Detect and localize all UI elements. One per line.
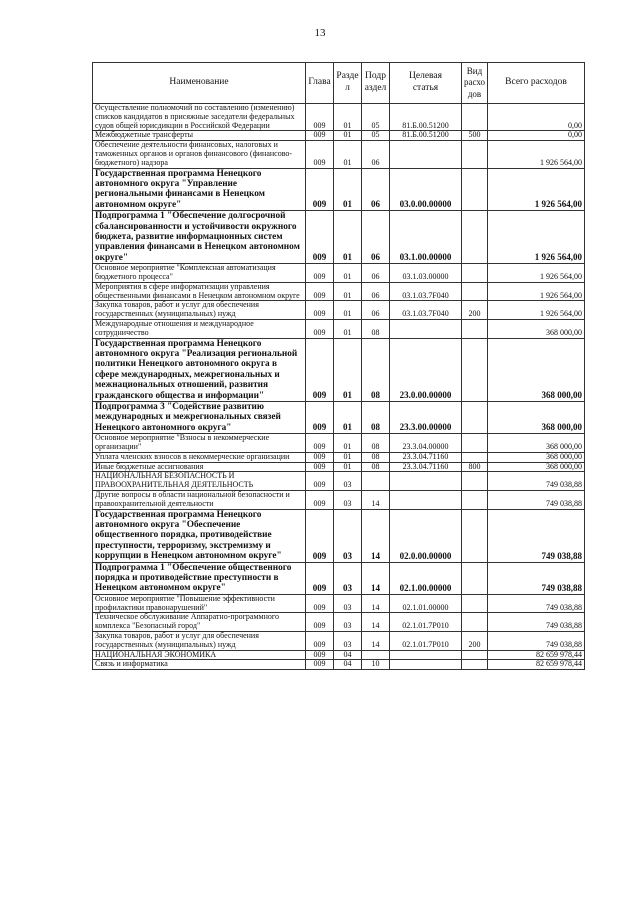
cell-target xyxy=(390,320,462,339)
cell-target xyxy=(390,491,462,510)
cell-total: 368 000,00 xyxy=(488,402,585,434)
table-row xyxy=(93,613,585,632)
cell-podrazdel: 08 xyxy=(362,452,390,462)
cell-vid xyxy=(462,650,488,660)
cell-razdel: 01 xyxy=(334,131,362,141)
cell-vid xyxy=(462,434,488,453)
cell-podrazdel: 14 xyxy=(362,509,390,562)
cell-glava: 009 xyxy=(306,632,334,651)
header-glava: Глава xyxy=(306,63,334,104)
cell-podrazdel: 14 xyxy=(362,632,390,651)
cell-podrazdel: 06 xyxy=(362,141,390,168)
cell-total: 1 926 564,00 xyxy=(488,141,585,168)
cell-razdel: 01 xyxy=(334,141,362,168)
cell-target: 23.3.00.00000 xyxy=(390,402,462,434)
cell-target: 03.1.03.7F040 xyxy=(390,301,462,320)
table-row xyxy=(93,509,585,562)
cell-glava: 009 xyxy=(306,660,334,670)
header-podrazdel: Подр аздел xyxy=(362,63,390,104)
cell-razdel: 03 xyxy=(334,472,362,491)
cell-podrazdel: 06 xyxy=(362,211,390,264)
cell-target xyxy=(390,650,462,660)
cell-target: 23.3.04.71160 xyxy=(390,462,462,472)
cell-target: 81.Б.00.51200 xyxy=(390,131,462,141)
table-row xyxy=(93,402,585,434)
cell-total: 368 000,00 xyxy=(488,434,585,453)
cell-vid xyxy=(462,338,488,401)
table-row xyxy=(93,594,585,613)
cell-vid xyxy=(462,509,488,562)
table-row xyxy=(93,141,585,168)
cell-podrazdel: 06 xyxy=(362,264,390,283)
cell-name: Государственная программа Ненецкого автономного округа "Управление региональными финансами в Ненецком автономном округе" xyxy=(93,168,306,211)
cell-razdel: 01 xyxy=(334,282,362,301)
cell-vid xyxy=(462,660,488,670)
cell-total: 368 000,00 xyxy=(488,452,585,462)
cell-name: Основное мероприятие "Повышение эффективности профилактики правонарушений" xyxy=(93,594,306,613)
cell-razdel: 03 xyxy=(334,509,362,562)
budget-table xyxy=(92,62,585,670)
cell-glava: 009 xyxy=(306,452,334,462)
cell-target: 02.1.01.7P010 xyxy=(390,613,462,632)
cell-name: Обеспечение деятельности финансовых, налоговых и таможенных органов и органов финансового (финансово-бюджетного) надзора xyxy=(93,141,306,168)
cell-target: 81.Б.00.51200 xyxy=(390,104,462,131)
cell-glava: 009 xyxy=(306,338,334,401)
cell-name: Другие вопросы в области национальной безопасности и правоохранительной деятельности xyxy=(93,491,306,510)
cell-total: 1 926 564,00 xyxy=(488,282,585,301)
cell-vid xyxy=(462,452,488,462)
cell-target: 03.1.03.00000 xyxy=(390,264,462,283)
cell-glava: 009 xyxy=(306,301,334,320)
cell-podrazdel: 06 xyxy=(362,301,390,320)
cell-vid: 200 xyxy=(462,301,488,320)
cell-glava: 009 xyxy=(306,462,334,472)
cell-razdel: 01 xyxy=(334,211,362,264)
table-row xyxy=(93,320,585,339)
cell-glava: 009 xyxy=(306,264,334,283)
cell-vid: 200 xyxy=(462,632,488,651)
cell-glava: 009 xyxy=(306,104,334,131)
cell-name: Основное мероприятие "Комплексная автоматизация бюджетного процесса" xyxy=(93,264,306,283)
cell-name: Иные бюджетные ассигнования xyxy=(93,462,306,472)
cell-razdel: 03 xyxy=(334,562,362,594)
cell-name: Техническое обслуживание Аппаратно-программного комплекса "Безопасный город" xyxy=(93,613,306,632)
cell-name: Закупка товаров, работ и услуг для обеспечения государственных (муниципальных) нужд xyxy=(93,632,306,651)
cell-name: Государственная программа Ненецкого автономного округа "Обеспечение общественного порядка, противодействие преступности, терроризму, экстремизму и коррупции в Ненецком автономном округе" xyxy=(93,509,306,562)
table-row xyxy=(93,338,585,401)
cell-total: 749 038,88 xyxy=(488,509,585,562)
cell-total: 749 038,88 xyxy=(488,613,585,632)
table-row xyxy=(93,104,585,131)
cell-target: 02.0.00.00000 xyxy=(390,509,462,562)
cell-total: 1 926 564,00 xyxy=(488,301,585,320)
cell-total: 0,00 xyxy=(488,104,585,131)
cell-razdel: 01 xyxy=(334,402,362,434)
cell-target: 03.1.03.7F040 xyxy=(390,282,462,301)
cell-total: 1 926 564,00 xyxy=(488,264,585,283)
cell-vid xyxy=(462,320,488,339)
cell-podrazdel: 08 xyxy=(362,402,390,434)
cell-razdel: 04 xyxy=(334,650,362,660)
cell-total: 1 926 564,00 xyxy=(488,211,585,264)
cell-vid: 500 xyxy=(462,131,488,141)
table-row xyxy=(93,632,585,651)
table-row xyxy=(93,282,585,301)
cell-razdel: 01 xyxy=(334,104,362,131)
cell-razdel: 01 xyxy=(334,320,362,339)
cell-target: 02.1.01.7P010 xyxy=(390,632,462,651)
cell-glava: 009 xyxy=(306,650,334,660)
header-target: Целевая статья xyxy=(390,63,462,104)
header-name: Наименование xyxy=(93,63,306,104)
cell-total: 368 000,00 xyxy=(488,338,585,401)
cell-total: 82 659 978,44 xyxy=(488,650,585,660)
table-row xyxy=(93,452,585,462)
cell-name: Уплата членских взносов в некоммерческие организации xyxy=(93,452,306,462)
cell-name: Государственная программа Ненецкого автономного округа "Реализация региональной политики Ненецкого автономного округа в сфере международных, межрегиональных и межнациональных отношений, развития гражданского общества и информации" xyxy=(93,338,306,401)
cell-podrazdel: 06 xyxy=(362,282,390,301)
cell-target xyxy=(390,141,462,168)
table-row xyxy=(93,168,585,211)
cell-total: 0,00 xyxy=(488,131,585,141)
cell-total: 749 038,88 xyxy=(488,491,585,510)
cell-target: 03.1.00.00000 xyxy=(390,211,462,264)
cell-podrazdel: 14 xyxy=(362,562,390,594)
cell-glava: 009 xyxy=(306,282,334,301)
cell-target: 23.3.04.00000 xyxy=(390,434,462,453)
cell-razdel: 01 xyxy=(334,168,362,211)
cell-vid xyxy=(462,141,488,168)
cell-razdel: 03 xyxy=(334,613,362,632)
table-row xyxy=(93,562,585,594)
cell-glava: 009 xyxy=(306,434,334,453)
cell-glava: 009 xyxy=(306,168,334,211)
cell-podrazdel: 08 xyxy=(362,462,390,472)
cell-glava: 009 xyxy=(306,491,334,510)
cell-total: 749 038,88 xyxy=(488,632,585,651)
table-header-row xyxy=(93,63,585,104)
cell-glava: 009 xyxy=(306,613,334,632)
cell-podrazdel: 05 xyxy=(362,131,390,141)
table-row xyxy=(93,301,585,320)
cell-razdel: 01 xyxy=(334,462,362,472)
cell-glava: 009 xyxy=(306,562,334,594)
cell-vid xyxy=(462,562,488,594)
cell-podrazdel: 08 xyxy=(362,434,390,453)
cell-target: 23.0.00.00000 xyxy=(390,338,462,401)
page-number: 13 xyxy=(314,27,326,39)
cell-total: 368 000,00 xyxy=(488,320,585,339)
cell-podrazdel xyxy=(362,472,390,491)
cell-glava: 009 xyxy=(306,509,334,562)
cell-vid xyxy=(462,613,488,632)
cell-glava: 009 xyxy=(306,141,334,168)
cell-razdel: 03 xyxy=(334,594,362,613)
header-razdel: Разде л xyxy=(334,63,362,104)
cell-target xyxy=(390,660,462,670)
cell-podrazdel: 10 xyxy=(362,660,390,670)
cell-podrazdel: 14 xyxy=(362,491,390,510)
cell-podrazdel: 14 xyxy=(362,613,390,632)
cell-vid xyxy=(462,491,488,510)
cell-vid xyxy=(462,104,488,131)
cell-name: Осуществление полномочий по составлению (изменению) списков кандидатов в присяжные заседатели федеральных судов общей юрисдикции в Российской Федерации xyxy=(93,104,306,131)
cell-vid xyxy=(462,211,488,264)
table-row xyxy=(93,211,585,264)
table-row xyxy=(93,434,585,453)
cell-podrazdel: 05 xyxy=(362,104,390,131)
cell-name: Связь и информатика xyxy=(93,660,306,670)
cell-glava: 009 xyxy=(306,402,334,434)
cell-glava: 009 xyxy=(306,472,334,491)
cell-razdel: 04 xyxy=(334,660,362,670)
cell-total: 749 038,88 xyxy=(488,472,585,491)
cell-target: 02.1.01.00000 xyxy=(390,594,462,613)
cell-vid xyxy=(462,472,488,491)
header-total: Всего расходов xyxy=(488,63,585,104)
cell-name: Основное мероприятие "Взносы в некоммерческие организации" xyxy=(93,434,306,453)
cell-vid xyxy=(462,402,488,434)
cell-razdel: 01 xyxy=(334,434,362,453)
table-row xyxy=(93,660,585,670)
cell-name: НАЦИОНАЛЬНАЯ БЕЗОПАСНОСТЬ И ПРАВООХРАНИТЕЛЬНАЯ ДЕЯТЕЛЬНОСТЬ xyxy=(93,472,306,491)
table-row xyxy=(93,472,585,491)
cell-name: Подпрограмма 1 "Обеспечение общественного порядка и противодействие преступности в Ненецком автономном округе" xyxy=(93,562,306,594)
cell-glava: 009 xyxy=(306,320,334,339)
cell-razdel: 03 xyxy=(334,632,362,651)
cell-name: Подпрограмма 3 "Содействие развитию международных и межрегиональных связей Ненецкого автономного округа" xyxy=(93,402,306,434)
cell-razdel: 01 xyxy=(334,452,362,462)
cell-vid: 800 xyxy=(462,462,488,472)
table-row xyxy=(93,491,585,510)
cell-name: Закупка товаров, работ и услуг для обеспечения государственных (муниципальных) нужд xyxy=(93,301,306,320)
cell-target: 03.0.00.00000 xyxy=(390,168,462,211)
cell-vid xyxy=(462,264,488,283)
cell-vid xyxy=(462,168,488,211)
cell-total: 368 000,00 xyxy=(488,462,585,472)
cell-razdel: 01 xyxy=(334,301,362,320)
cell-vid xyxy=(462,282,488,301)
cell-name: Межбюджетные трансферты xyxy=(93,131,306,141)
table-row xyxy=(93,264,585,283)
cell-target: 02.1.00.00000 xyxy=(390,562,462,594)
cell-podrazdel: 08 xyxy=(362,338,390,401)
cell-vid xyxy=(462,594,488,613)
header-vid: Вид расхо дов xyxy=(462,63,488,104)
cell-name: Подпрограмма 1 "Обеспечение долгосрочной сбалансированности и устойчивости окружного бюджета, развитие информационных систем управления финансами в Ненецком автономном округе" xyxy=(93,211,306,264)
cell-total: 82 659 978,44 xyxy=(488,660,585,670)
cell-glava: 009 xyxy=(306,211,334,264)
cell-target xyxy=(390,472,462,491)
cell-name: Мероприятия в сфере информатизации управления общественными финансами в Ненецком автономном округе xyxy=(93,282,306,301)
cell-razdel: 01 xyxy=(334,264,362,283)
cell-podrazdel: 08 xyxy=(362,320,390,339)
cell-podrazdel: 06 xyxy=(362,168,390,211)
cell-total: 749 038,88 xyxy=(488,594,585,613)
cell-glava: 009 xyxy=(306,131,334,141)
cell-razdel: 03 xyxy=(334,491,362,510)
cell-name: НАЦИОНАЛЬНАЯ ЭКОНОМИКА xyxy=(93,650,306,660)
cell-razdel: 01 xyxy=(334,338,362,401)
cell-target: 23.3.04.71160 xyxy=(390,452,462,462)
cell-total: 749 038,88 xyxy=(488,562,585,594)
cell-name: Международные отношения и международное сотрудничество xyxy=(93,320,306,339)
cell-total: 1 926 564,00 xyxy=(488,168,585,211)
cell-glava: 009 xyxy=(306,594,334,613)
cell-podrazdel: 14 xyxy=(362,594,390,613)
